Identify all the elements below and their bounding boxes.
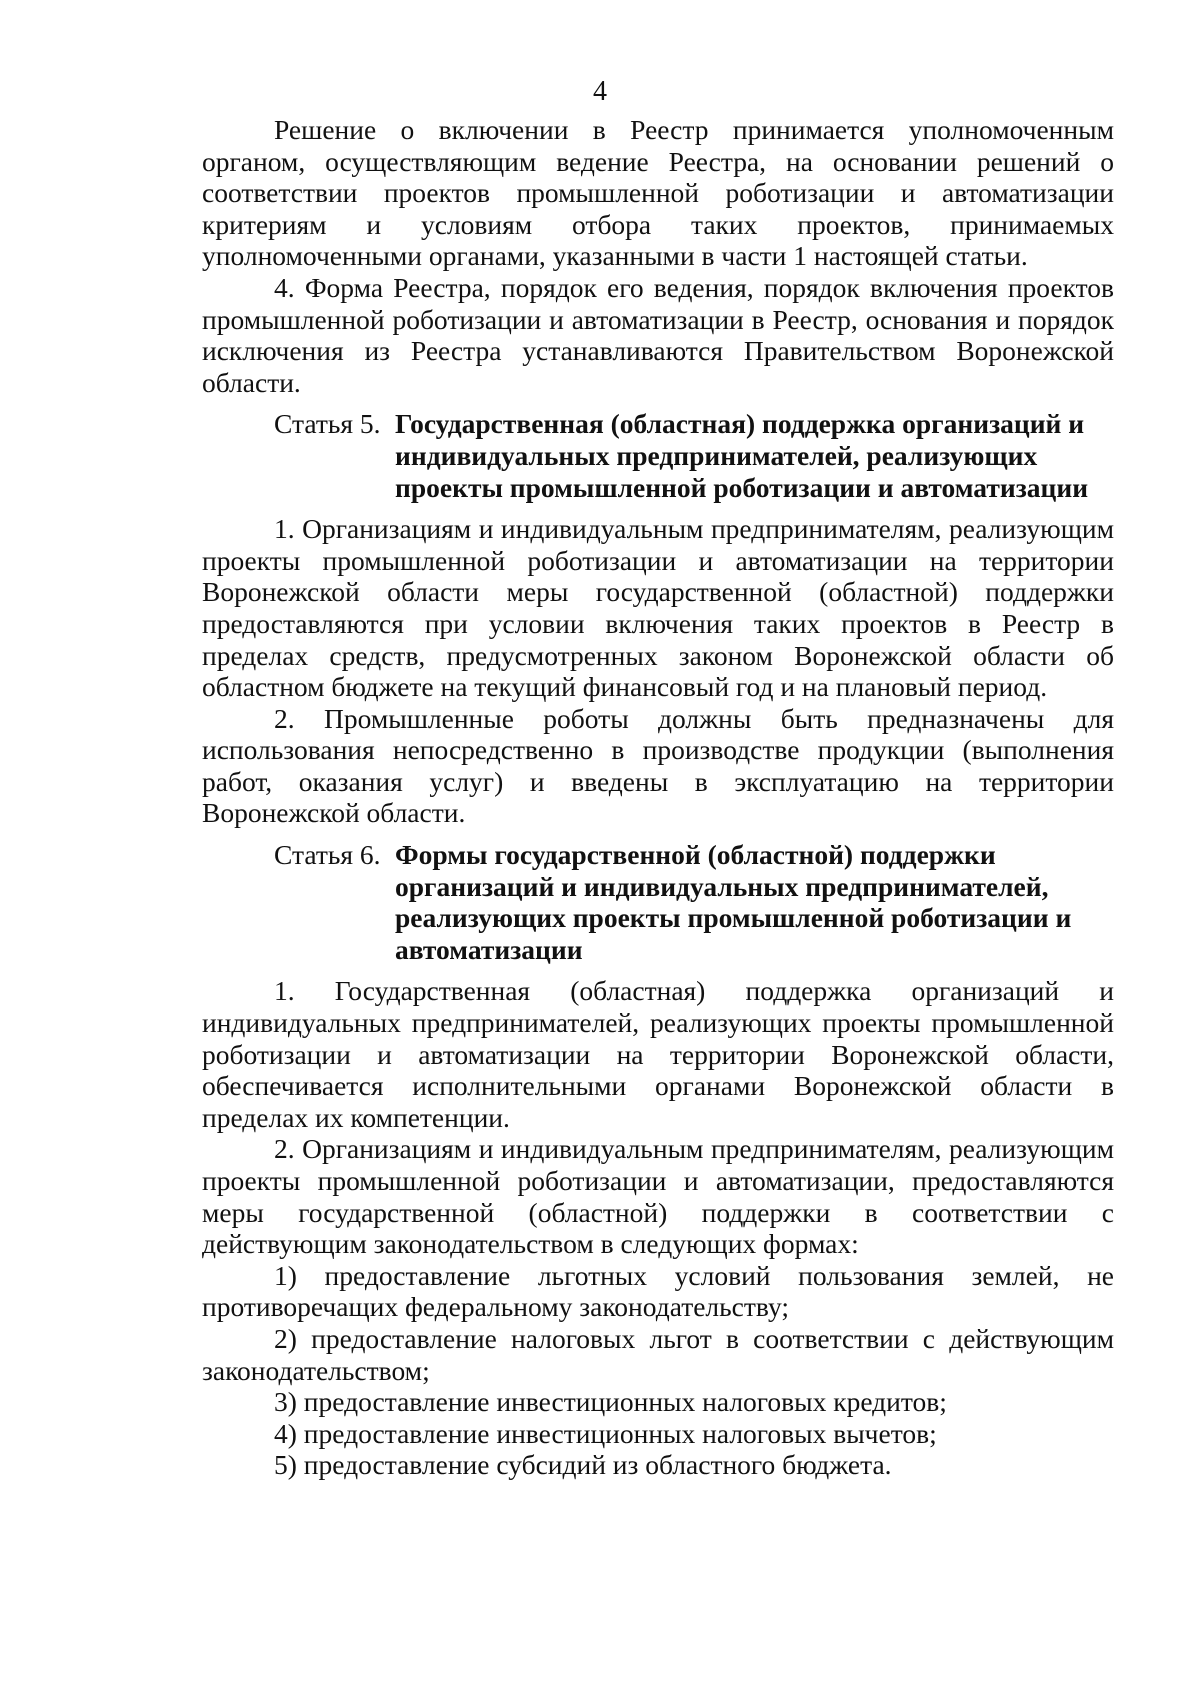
article-5-label: Статья 5. xyxy=(274,408,381,440)
article-5-heading xyxy=(202,408,1114,503)
article-6-title: Формы государственной (областной) поддержки организаций и индивидуальных предпринимателей, реализующих проекты промышленной роботизации и автоматизации xyxy=(395,839,1072,965)
article-5-title: Государственная (областная) поддержка организаций и индивидуальных предпринимателей, реализующих проекты промышленной роботизации и автоматизации xyxy=(395,408,1089,503)
article-6-list-item-3: 3) предоставление инвестиционных налоговых кредитов; xyxy=(274,1386,947,1418)
article-5-paragraph-1: 1. Организациям и индивидуальным предпринимателям, реализующим проекты промышленной роботизации и автоматизации на территории Воронежской области меры государственной (областной) поддержки предоставляются при условии включения таких проектов в Реестр в пределах средств, предусмотренных законом Воронежской области об областном бюджете на текущий финансовый год и на плановый период. xyxy=(202,513,1114,703)
paragraph-registry-form: 4. Форма Реестра, порядок его ведения, порядок включения проектов промышленной роботизации и автоматизации в Реестр, основания и порядок исключения из Реестра устанавливаются Правительством Воронежской области. xyxy=(202,271,1114,398)
article-6-list-item-5: 5) предоставление субсидий из областного бюджета. xyxy=(274,1449,892,1481)
article-6-paragraph-2: 2. Организациям и индивидуальным предпринимателям, реализующим проекты промышленной роботизации и автоматизации, предоставляются меры государственной (областной) поддержки в соответствии с действующим законодательством в следующих формах: xyxy=(202,1133,1114,1260)
document-body xyxy=(202,114,1114,1481)
article-5-paragraph-2: 2. Промышленные роботы должны быть предназначены для использования непосредственно в производстве продукции (выполнения работ, оказания услуг) и введены в эксплуатацию на территории Воронежской области. xyxy=(202,702,1114,829)
page-number: 4 xyxy=(593,76,607,107)
article-6-heading xyxy=(202,839,1114,965)
article-6-list-item-4: 4) предоставление инвестиционных налоговых вычетов; xyxy=(274,1417,937,1449)
article-6-paragraph-1: 1. Государственная (областная) поддержка организаций и индивидуальных предпринимателей, реализующих проекты промышленной роботизации и автоматизации на территории Воронежской области, обеспечивается исполнительными органами Воронежской области в пределах их компетенции. xyxy=(202,975,1114,1133)
article-6-list-item-2: 2) предоставление налоговых льгот в соответствии с действующим законодательством; xyxy=(202,1322,1114,1386)
article-6-label: Статья 6. xyxy=(274,839,381,871)
article-6-list-item-1: 1) предоставление льготных условий пользования землей, не противоречащих федеральному законодательству; xyxy=(202,1259,1114,1323)
paragraph-registry-decision: Решение о включении в Реестр принимается уполномоченным органом, осуществляющим ведение Реестра, на основании решений о соответствии проектов промышленной роботизации и автоматизации критериям и условиям отбора таких проектов, принимаемых уполномоченными органами, указанными в части 1 настоящей статьи. xyxy=(202,114,1114,272)
